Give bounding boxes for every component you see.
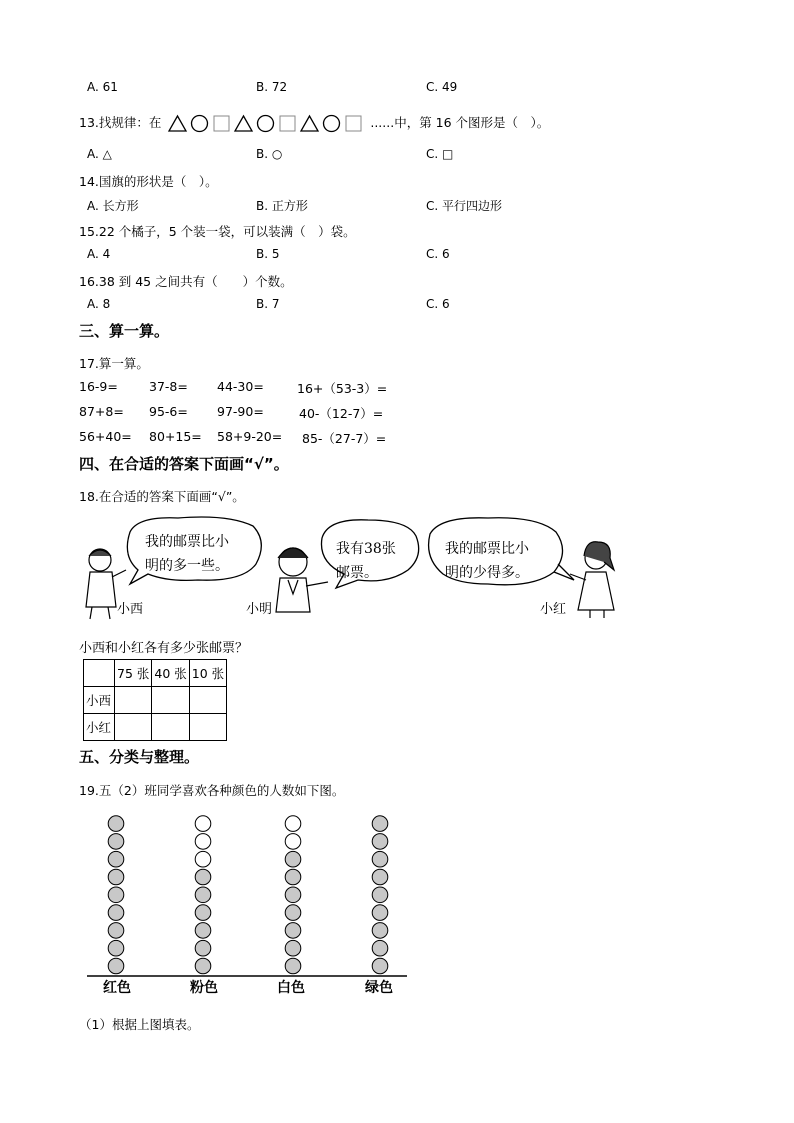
q13-option-b[interactable]: B. ○: [256, 147, 283, 161]
q13-question: [79, 113, 549, 133]
answer-cell[interactable]: [189, 687, 226, 714]
q12-option-c[interactable]: C. 49: [426, 80, 458, 94]
q16-option-b[interactable]: B. 7: [256, 297, 280, 311]
q13-option-a[interactable]: A. △: [87, 147, 112, 161]
q17-r3c2: 80+15=: [149, 429, 202, 444]
q17-r3c1: 56+40=: [79, 429, 132, 444]
filled-circle-0-5: [108, 869, 124, 885]
filled-circle-0-6: [108, 851, 124, 867]
filled-circle-3-4: [372, 887, 388, 903]
square-icon: [211, 114, 232, 133]
q17-r2c2: 95-6=: [149, 404, 188, 419]
filled-circle-1-0: [195, 958, 211, 974]
filled-circle-0-2: [108, 923, 124, 939]
answer-cell[interactable]: [115, 714, 152, 741]
q17-r1c3: 44-30=: [217, 379, 264, 394]
triangle-icon: [299, 114, 320, 133]
q18-table: [83, 659, 227, 741]
q17-question: 17.算一算。: [79, 356, 149, 371]
filled-circle-3-6: [372, 851, 388, 867]
filled-circle-0-0: [108, 958, 124, 974]
circle-icon: [321, 114, 342, 133]
kid-xiaohong-figure: [570, 542, 614, 618]
triangle-icon: [233, 114, 254, 133]
q13-suffix: ......中，第 16 个图形是（ ）。: [370, 115, 550, 130]
empty-circle-1-7: [195, 834, 211, 850]
q18-sub-question: 小西和小红各有多少张邮票？: [79, 641, 249, 656]
q18-bubble-1: [145, 530, 229, 578]
q14-option-c[interactable]: C. 平行四边形: [426, 199, 503, 213]
q14-question: 14.国旗的形状是（ ）。: [79, 174, 218, 189]
q12-option-b[interactable]: B. 72: [256, 80, 288, 94]
q13-pattern: [167, 114, 364, 133]
category-label-white: 白色: [277, 980, 305, 996]
empty-circle-2-8: [285, 816, 301, 832]
filled-circle-2-6: [285, 851, 301, 867]
empty-circle-1-6: [195, 851, 211, 867]
filled-circle-3-3: [372, 905, 388, 921]
table-row-label-xiaohong: 小红: [84, 714, 115, 741]
section-3-title: 三、算一算。: [79, 322, 170, 340]
filled-circle-0-8: [108, 816, 124, 832]
circle-icon: [255, 114, 276, 133]
q12-option-a[interactable]: A. 61: [87, 80, 118, 94]
q18-bubble-2: [336, 537, 396, 585]
filled-circle-3-8: [372, 816, 388, 832]
q14-option-b[interactable]: B. 正方形: [256, 199, 308, 213]
circle-icon: [189, 114, 210, 133]
filled-circle-2-4: [285, 887, 301, 903]
square-icon: [277, 114, 298, 133]
q14-option-a[interactable]: A. 长方形: [87, 199, 139, 213]
table-row: [84, 687, 227, 714]
q18-question: 18.在合适的答案下面画“√”。: [79, 489, 245, 504]
q15-option-c[interactable]: C. 6: [426, 247, 450, 261]
kid-name-xiaohong: 小红: [540, 602, 567, 617]
q19-question: 19.五（2）班同学喜欢各种颜色的人数如下图。: [79, 783, 345, 798]
kid-xiaoming-figure: [276, 548, 328, 612]
q18-bubble-1-line2: 明的多一些。: [145, 558, 229, 574]
filled-circle-1-2: [195, 923, 211, 939]
filled-circle-3-5: [372, 869, 388, 885]
table-header-10: 10 张: [189, 660, 226, 687]
filled-circle-2-5: [285, 869, 301, 885]
q15-option-a[interactable]: A. 4: [87, 247, 111, 261]
answer-cell[interactable]: [152, 687, 189, 714]
filled-circle-3-0: [372, 958, 388, 974]
table-header-75: 75 张: [115, 660, 152, 687]
q17-r3c4: 85-（27-7）=: [302, 431, 387, 446]
filled-circle-2-0: [285, 958, 301, 974]
table-row: [84, 714, 227, 741]
q15-option-b[interactable]: B. 5: [256, 247, 280, 261]
q17-r1c4: 16+（53-3）=: [297, 381, 388, 396]
triangle-icon: [167, 114, 188, 133]
square-icon: [343, 114, 364, 133]
q17-r2c1: 87+8=: [79, 404, 124, 419]
table-corner-cell: [84, 660, 115, 687]
q18-bubble-3-line2: 明的少得多。: [445, 565, 529, 581]
filled-circle-0-7: [108, 834, 124, 850]
q19-pictograph: [85, 808, 410, 978]
filled-circle-0-1: [108, 940, 124, 956]
q16-option-a[interactable]: A. 8: [87, 297, 111, 311]
filled-circle-3-2: [372, 923, 388, 939]
answer-cell[interactable]: [152, 714, 189, 741]
q16-option-c[interactable]: C. 6: [426, 297, 450, 311]
category-label-green: 绿色: [365, 980, 393, 996]
filled-circle-0-4: [108, 887, 124, 903]
q17-r2c3: 97-90=: [217, 404, 264, 419]
filled-circle-2-1: [285, 940, 301, 956]
filled-circle-1-3: [195, 905, 211, 921]
empty-circle-1-8: [195, 816, 211, 832]
filled-circle-3-7: [372, 834, 388, 850]
q19-sub-1: （1）根据上图填表。: [79, 1017, 200, 1032]
q18-bubble-1-line1: 我的邮票比小: [145, 534, 229, 550]
q16-question: 16.38 到 45 之间共有（ ）个数。: [79, 274, 293, 289]
q13-prefix: 13.找规律：在: [79, 115, 162, 130]
filled-circle-1-4: [195, 887, 211, 903]
filled-circle-1-1: [195, 940, 211, 956]
q18-bubble-2-line1: 我有38张: [336, 541, 396, 557]
filled-circle-3-1: [372, 940, 388, 956]
q17-r1c1: 16-9=: [79, 379, 118, 394]
table-header-40: 40 张: [152, 660, 189, 687]
table-header-row: [84, 660, 227, 687]
q18-bubble-3: [445, 537, 529, 585]
q17-r1c2: 37-8=: [149, 379, 188, 394]
answer-cell[interactable]: [189, 714, 226, 741]
filled-circle-1-5: [195, 869, 211, 885]
kid-name-xiaoming: 小明: [246, 602, 273, 617]
category-label-red: 红色: [103, 980, 131, 996]
filled-circle-2-3: [285, 905, 301, 921]
q13-option-c[interactable]: C. □: [426, 147, 454, 161]
q18-bubble-3-line1: 我的邮票比小: [445, 541, 529, 557]
q18-bubble-2-line2: 邮票。: [336, 565, 378, 581]
answer-cell[interactable]: [115, 687, 152, 714]
table-row-label-xiaoxi: 小西: [84, 687, 115, 714]
filled-circle-2-2: [285, 923, 301, 939]
q15-question: 15.22 个橘子，5 个装一袋，可以装满（ ）袋。: [79, 224, 356, 239]
q17-r2c4: 40-（12-7）=: [299, 406, 384, 421]
filled-circle-0-3: [108, 905, 124, 921]
section-4-title: 四、在合适的答案下面画“√”。: [79, 455, 289, 473]
section-5-title: 五、分类与整理。: [79, 748, 200, 766]
q17-r3c3: 58+9-20=: [217, 429, 283, 444]
empty-circle-2-7: [285, 834, 301, 850]
category-label-pink: 粉色: [190, 980, 218, 996]
kid-name-xiaoxi: 小西: [117, 602, 144, 617]
